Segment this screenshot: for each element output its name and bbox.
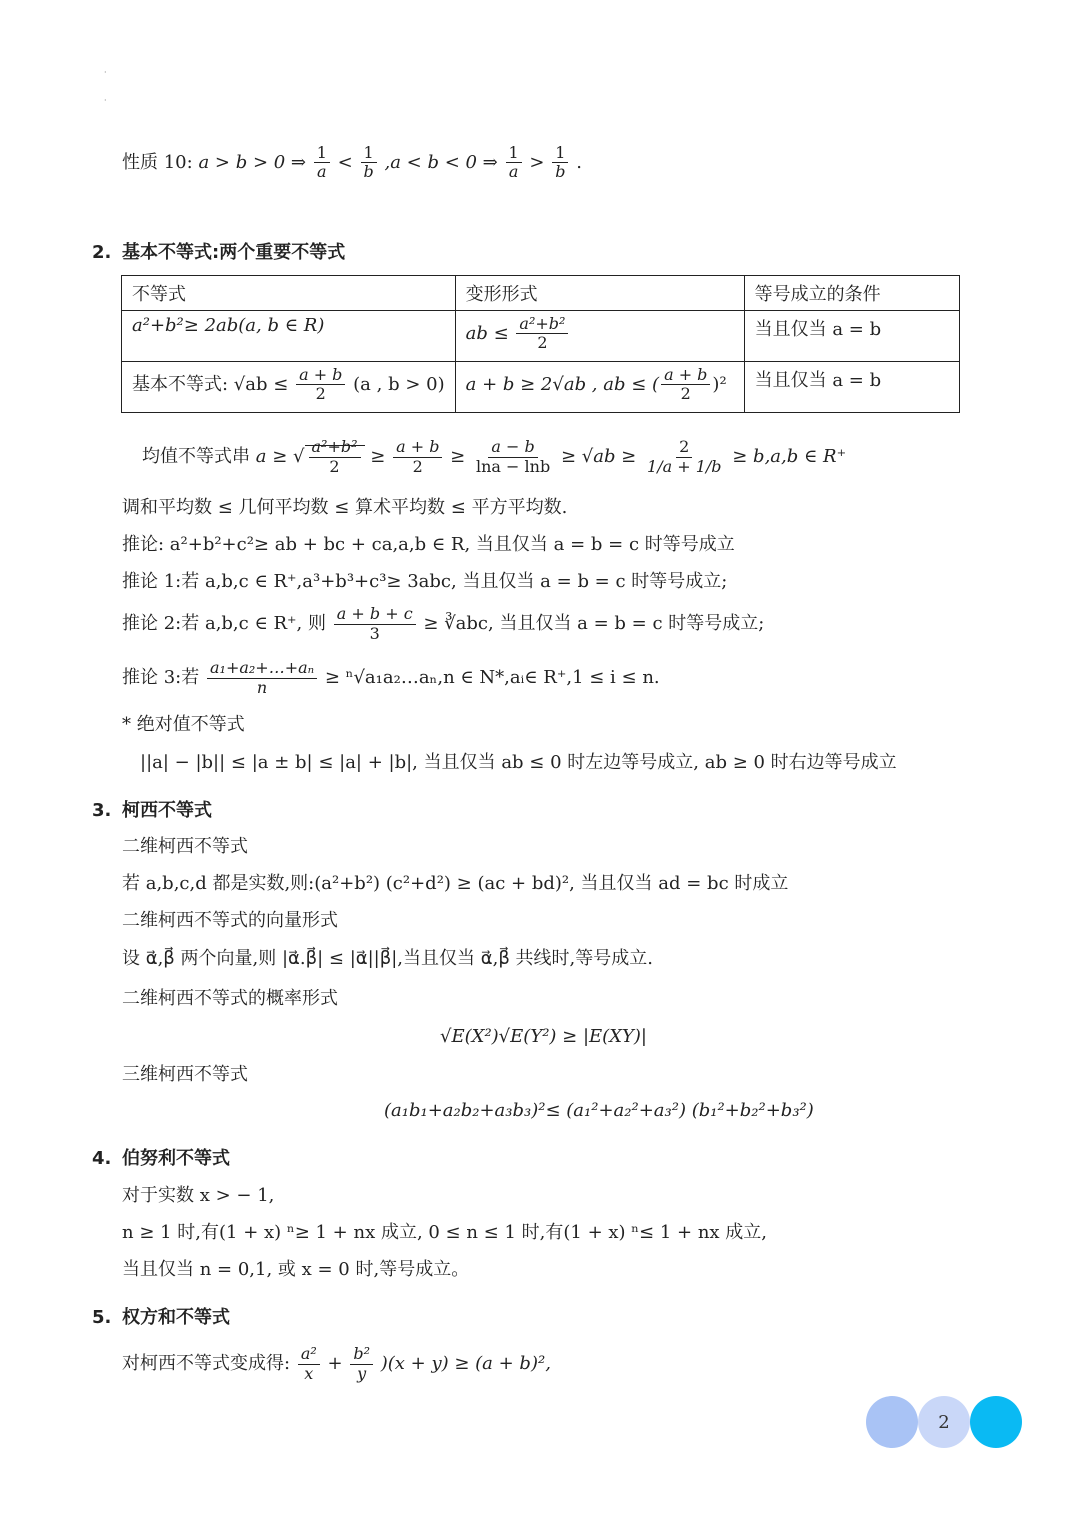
absolute-value-inequality: ||a| − |b|| ≤ |a ± b| ≤ |a| + |b|, 当且仅当 ab ≤ 0 时左边等号成立, ab ≥ 0 时右边等号成立 xyxy=(140,752,897,773)
table-header: 不等式 xyxy=(122,276,456,311)
corollary-1: 推论 1:若 a,b,c ∈ R⁺,a³+b³+c³≥ 3abc, 当且仅当 a = b = c 时等号成立; xyxy=(122,571,728,592)
table-header: 等号成立的条件 xyxy=(744,276,959,311)
section-3-heading: 3. 柯西不等式 xyxy=(92,800,212,821)
text-line: 当且仅当 n = 0,1, 或 x = 0 时,等号成立。 xyxy=(122,1259,470,1280)
table-cell: a + b ≥ 2√ab , ab ≤ ( $\frac{a + b}{2}$ )² xyxy=(455,362,744,413)
absolute-value-title: * 绝对值不等式 xyxy=(122,714,245,735)
corollary-0: 推论: a²+b²+c²≥ ab + bc + ca,a,b ∈ R, 当且仅当 a = b = c 时等号成立 xyxy=(122,534,735,555)
stray-dot: · xyxy=(104,96,107,105)
text-line: 三维柯西不等式 xyxy=(122,1064,248,1085)
harmonic-chain: 调和平均数 ≤ 几何平均数 ≤ 算术平均数 ≤ 平方平均数. xyxy=(122,497,568,518)
page-number: 2 xyxy=(938,1411,950,1433)
text-line: n ≥ 1 时,有(1 + x) ⁿ≥ 1 + nx 成立, 0 ≤ n ≤ 1 时,有(1 + x) ⁿ≤ 1 + nx 成立, xyxy=(122,1222,768,1243)
property-10: 性质 10: a > b > 0 ⇒ $\frac{1}{a}$ < $\frac{1}{b}$ ,a < b < 0 ⇒ $\frac{1}{a}$ > $\frac{1}{b}$ . xyxy=(122,143,582,182)
table-cell: 当且仅当 a = b xyxy=(744,362,959,413)
section-title: 权方和不等式 xyxy=(122,1307,230,1328)
section-title: 伯努利不等式 xyxy=(122,1148,230,1169)
text-line: 对于实数 x > − 1, xyxy=(122,1185,275,1206)
text-line: 二维柯西不等式 xyxy=(122,836,248,857)
table-header: 变形形式 xyxy=(455,276,744,311)
formula-line: √E(X²)√E(Y²) ≥ |E(XY)| xyxy=(440,1026,647,1047)
section-title: 柯西不等式 xyxy=(122,800,212,821)
section-4-heading: 4. 伯努利不等式 xyxy=(92,1148,230,1169)
table-row xyxy=(122,362,960,413)
page-circle-right xyxy=(970,1396,1022,1448)
property-label: 性质 10: xyxy=(122,151,193,173)
mean-inequality-chain: 均值不等式串 a ≥ √ $\frac{\text{a²+b²}}{2}$ ≥ $\frac{a + b}{2}$ ≥ $\frac{a - b}{\ln a - \ln b}$ ≥ √ab ≥ $\frac{2}{1/a + 1/b}$ ≥ b,a,b ∈ R⁺ xyxy=(142,437,847,476)
text-line: 设 α⃗,β⃗ 两个向量,则 |α⃗.β⃗| ≤ |α⃗||β⃗|,当且仅当 α⃗,β⃗ 共线时,等号成立. xyxy=(122,948,653,969)
text-line: 二维柯西不等式的向量形式 xyxy=(122,910,338,931)
table-cell: 当且仅当 a = b xyxy=(744,311,959,362)
stray-dot: · xyxy=(104,68,107,77)
formula-line: (a₁b₁+a₂b₂+a₃b₃)²≤ (a₁²+a₂²+a₃²) (b₁²+b₂²+b₃²) xyxy=(384,1100,814,1121)
section-title: 基本不等式:两个重要不等式 xyxy=(122,242,346,263)
corollary-2: 推论 2:若 a,b,c ∈ R⁺, 则 $\frac{a + b + c}{3}$ ≥ ∛abc, 当且仅当 a = b = c 时等号成立; xyxy=(122,604,765,643)
table-cell: ab ≤ $\frac{\text{a²+b²}}{2}$ xyxy=(455,311,744,362)
page-circle-middle xyxy=(918,1396,970,1448)
table-cell: 基本不等式: √ab ≤ $\frac{a + b}{2}$ (a , b > 0) xyxy=(122,362,456,413)
page-circle-left xyxy=(866,1396,918,1448)
text-line: 二维柯西不等式的概率形式 xyxy=(122,988,338,1009)
corollary-3: 推论 3:若 $\frac{\text{a₁+a₂+…+aₙ}}{n}$ ≥ ⁿ√a₁a₂…aₙ,n ∈ N*,aᵢ∈ R⁺,1 ≤ i ≤ n. xyxy=(122,658,660,697)
inequality-table xyxy=(121,275,960,413)
text-line: 若 a,b,c,d 都是实数,则:(a²+b²) (c²+d²) ≥ (ac + bd)², 当且仅当 ad = bc 时成立 xyxy=(122,873,789,894)
table-row xyxy=(122,311,960,362)
table-cell: a²+b²≥ 2ab(a, b ∈ R) xyxy=(122,311,456,362)
table-header-row xyxy=(122,276,960,311)
section-5-heading: 5. 权方和不等式 xyxy=(92,1307,230,1328)
section-2-heading: 2. 基本不等式:两个重要不等式 xyxy=(92,242,346,263)
text-line: 对柯西不等式变成得: $\frac{\text{a²}}{x}$ + $\frac{\text{b²}}{y}$ )(x + y) ≥ (a + b)², xyxy=(122,1344,551,1383)
